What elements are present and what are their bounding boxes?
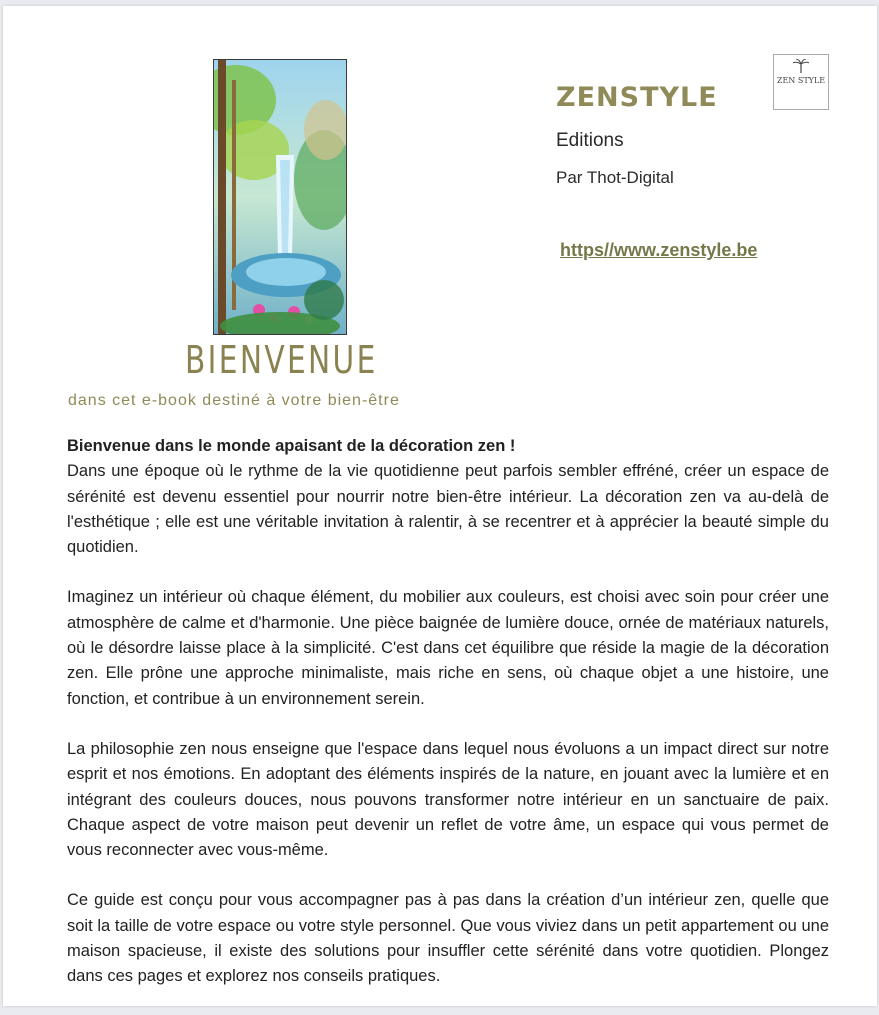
paragraph-2: Imaginez un intérieur où chaque élément, du mobilier aux couleurs, est choisi avec soin pour créer une atmosphère de calme et d'harmonie. Une pièce baignée de lumière douce, ornée de matériaux naturels, où le désordre laisse place à la simplicité. C'est dans cet équilibre que réside la magie de la décoration zen. Elle prône une approche minimaliste, mais riche en sens, où chaque objet a une histoire, une fonction, et contribue à un environnement serein. xyxy=(67,588,829,708)
article-heading: Bienvenue dans le monde apaisant de la décoration zen ! xyxy=(67,437,516,455)
welcome-tagline: dans cet e-book destiné à votre bien-être xyxy=(68,392,400,409)
zenstyle-logo xyxy=(773,54,829,110)
welcome-title: BIENVENUE xyxy=(185,338,378,382)
paragraph-1: Dans une époque où le rythme de la vie quotidienne peut parfois sembler effréné, créer un espace de sérénité est devenu essentiel pour nourrir notre bien-être intérieur. La décoration zen va au-delà de l'esthétique ; elle est une véritable invitation à ralentir, à se recentrer et à apprécier la beauté simple du quotidien. xyxy=(67,462,829,557)
brand-author: Par Thot-Digital xyxy=(556,168,674,187)
paragraph-4: Ce guide est conçu pour vous accompagner pas à pas dans la création d’un intérieur zen, quelle que soit la taille de votre espace ou votre style personnel. Que vous viviez dans un petit appartement ou une maison spacieuse, il existe des solutions pour insuffler cette sérénité dans votre quotidien. Plongez dans ces pages et explorez nos conseils pratiques. xyxy=(67,891,829,986)
brand-title: ZENSTYLE xyxy=(556,82,718,113)
palm-tree-icon xyxy=(793,59,809,73)
waterfall-painting-image xyxy=(214,60,346,334)
ebook-page xyxy=(3,6,877,1006)
logo-text: ZEN STYLE xyxy=(776,76,826,85)
article-body xyxy=(67,434,829,1015)
website-link[interactable]: https//www.zenstyle.be xyxy=(560,240,758,260)
waterfall-painting xyxy=(213,59,347,335)
paragraph-3: La philosophie zen nous enseigne que l'espace dans lequel nous évoluons a un impact direct sur notre esprit et nos émotions. En adoptant des éléments inspirés de la nature, en jouant avec la lumière et en intégrant des couleurs douces, nous pouvons transformer notre intérieur en un sanctuaire de paix. Chaque aspect de votre maison peut devenir un reflet de votre âme, un espace qui vous permet de vous reconnecter avec vous-même. xyxy=(67,739,829,860)
brand-subtitle: Editions xyxy=(556,130,624,151)
